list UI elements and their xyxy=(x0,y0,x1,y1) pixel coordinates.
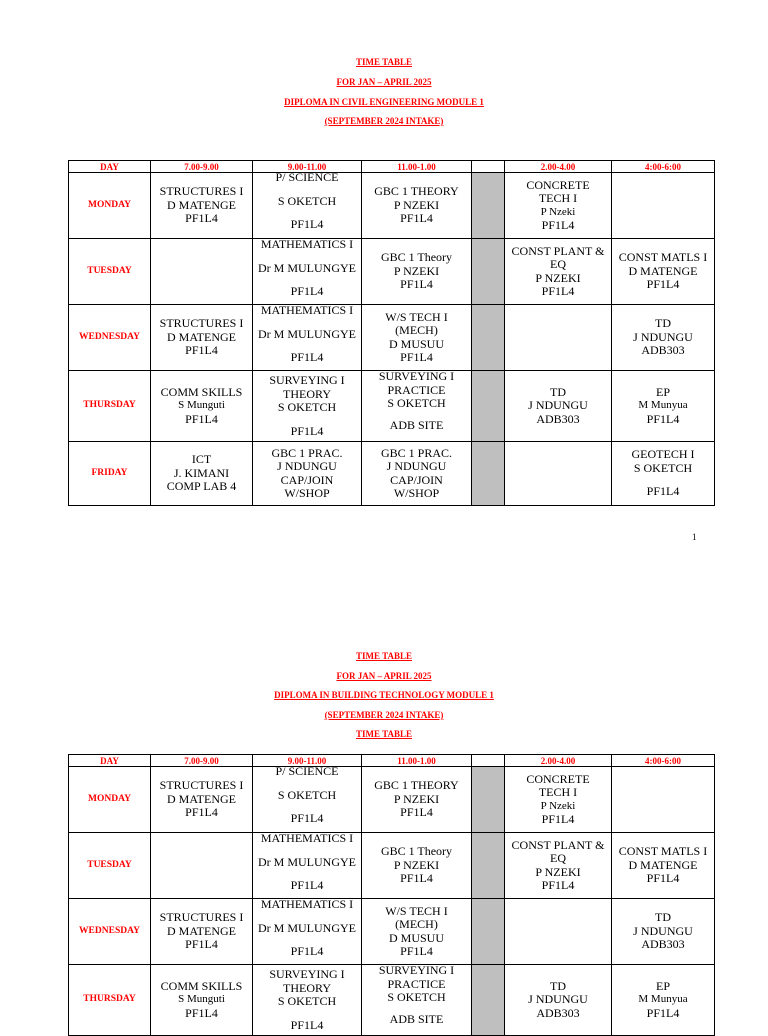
heading-course: DIPLOMA IN BUILDING TECHNOLOGY MODULE 1 xyxy=(274,690,494,700)
break-cell xyxy=(472,833,505,899)
lesson-cell: COMM SKILLS S Munguti PF1L4 xyxy=(151,965,253,1036)
lesson-cell: MATHEMATICS I Dr M MULUNGYE PF1L4 xyxy=(253,239,362,305)
day-cell: TUESDAY xyxy=(69,239,151,305)
lesson-cell: SURVEYING I PRACTICE S OKETCH ADB SITE xyxy=(362,965,472,1036)
col-header-day: DAY xyxy=(69,161,151,173)
heading-time-table: TIME TABLE xyxy=(356,57,412,67)
lesson-cell: GBC 1 THEORY P NZEKI PF1L4 xyxy=(362,173,472,239)
col-header-7-9: 7.00-9.00 xyxy=(151,755,253,767)
lesson-cell: EP M Munyua PF1L4 xyxy=(612,965,715,1036)
col-header-9-11: 9.00-11.00 xyxy=(253,755,362,767)
page-number: 1 xyxy=(692,532,697,542)
heading-intake: (SEPTEMBER 2024 INTAKE) xyxy=(324,116,444,126)
lesson-cell: P/ SCIENCE S OKETCH PF1L4 xyxy=(253,767,362,833)
lesson-cell: STRUCTURES I D MATENGE PF1L4 xyxy=(151,767,253,833)
table-row xyxy=(69,965,715,1036)
lesson-cell: ICT J. KIMANI COMP LAB 4 xyxy=(151,442,253,506)
lesson-cell: W/S TECH I (MECH) D MUSUU PF1L4 xyxy=(362,305,472,371)
lesson-cell: SURVEYING I THEORY S OKETCH PF1L4 xyxy=(253,965,362,1036)
col-header-11-1: 11.00-1.00 xyxy=(362,161,472,173)
lesson-cell: GEOTECH I S OKETCH PF1L4 xyxy=(612,442,715,506)
lesson-cell: P/ SCIENCE S OKETCH PF1L4 xyxy=(253,173,362,239)
lesson-cell: GBC 1 Theory P NZEKI PF1L4 xyxy=(362,833,472,899)
day-cell: THURSDAY xyxy=(69,965,151,1036)
heading-time-table-2: TIME TABLE xyxy=(356,729,412,739)
table-row xyxy=(69,833,715,899)
lesson-cell: SURVEYING I PRACTICE S OKETCH ADB SITE xyxy=(362,371,472,442)
col-header-11-1: 11.00-1.00 xyxy=(362,755,472,767)
heading-intake: (SEPTEMBER 2024 INTAKE) xyxy=(324,710,444,720)
lesson-cell: CONST PLANT & EQ P NZEKI PF1L4 xyxy=(505,833,612,899)
day-cell: MONDAY xyxy=(69,767,151,833)
timetable-grid xyxy=(68,754,715,1036)
table-row xyxy=(69,767,715,833)
lesson-cell: GBC 1 PRAC. J NDUNGU CAP/JOIN W/SHOP xyxy=(362,442,472,506)
lesson-cell: STRUCTURES I D MATENGE PF1L4 xyxy=(151,173,253,239)
heading-time-table: TIME TABLE xyxy=(356,651,412,661)
lesson-cell: CONCRETE TECH I P Nzeki PF1L4 xyxy=(505,173,612,239)
col-header-4-6: 4:00-6:00 xyxy=(612,161,715,173)
lesson-cell: TD J NDUNGU ADB303 xyxy=(505,965,612,1036)
lesson-cell: COMM SKILLS S Munguti PF1L4 xyxy=(151,371,253,442)
day-cell: TUESDAY xyxy=(69,833,151,899)
lesson-cell: SURVEYING I THEORY S OKETCH PF1L4 xyxy=(253,371,362,442)
lesson-cell: W/S TECH I (MECH) D MUSUU PF1L4 xyxy=(362,899,472,965)
lesson-cell xyxy=(505,899,612,965)
lesson-cell: GBC 1 PRAC. J NDUNGU CAP/JOIN W/SHOP xyxy=(253,442,362,506)
lesson-cell: TD J NDUNGU ADB303 xyxy=(505,371,612,442)
day-cell: FRIDAY xyxy=(69,442,151,506)
lesson-cell: GBC 1 THEORY P NZEKI PF1L4 xyxy=(362,767,472,833)
day-cell: THURSDAY xyxy=(69,371,151,442)
break-cell xyxy=(472,965,505,1036)
lesson-cell: CONST MATLS I D MATENGE PF1L4 xyxy=(612,833,715,899)
day-cell: WEDNESDAY xyxy=(69,305,151,371)
break-cell xyxy=(472,767,505,833)
lesson-cell: CONST PLANT & EQ P NZEKI PF1L4 xyxy=(505,239,612,305)
lesson-cell: STRUCTURES I D MATENGE PF1L4 xyxy=(151,899,253,965)
col-header-day: DAY xyxy=(69,755,151,767)
heading-term: FOR JAN – APRIL 2025 xyxy=(336,77,432,87)
table-row xyxy=(69,899,715,965)
lesson-cell: MATHEMATICS I Dr M MULUNGYE PF1L4 xyxy=(253,833,362,899)
lesson-cell: CONCRETE TECH I P Nzeki PF1L4 xyxy=(505,767,612,833)
col-header-2-4: 2.00-4.00 xyxy=(505,161,612,173)
day-cell: WEDNESDAY xyxy=(69,899,151,965)
lesson-cell: TD J NDUNGU ADB303 xyxy=(612,305,715,371)
lesson-cell xyxy=(612,767,715,833)
lesson-cell: CONST MATLS I D MATENGE PF1L4 xyxy=(612,239,715,305)
day-cell: MONDAY xyxy=(69,173,151,239)
col-header-2-4: 2.00-4.00 xyxy=(505,755,612,767)
lesson-cell: MATHEMATICS I Dr M MULUNGYE PF1L4 xyxy=(253,305,362,371)
col-header-break xyxy=(472,755,505,767)
col-header-7-9: 7.00-9.00 xyxy=(151,161,253,173)
lesson-cell: STRUCTURES I D MATENGE PF1L4 xyxy=(151,305,253,371)
lesson-cell: MATHEMATICS I Dr M MULUNGYE PF1L4 xyxy=(253,899,362,965)
heading-term: FOR JAN – APRIL 2025 xyxy=(336,671,432,681)
col-header-9-11: 9.00-11.00 xyxy=(253,161,362,173)
heading-course: DIPLOMA IN CIVIL ENGINEERING MODULE 1 xyxy=(284,97,484,107)
header-row xyxy=(69,755,715,767)
lesson-cell: GBC 1 Theory P NZEKI PF1L4 xyxy=(362,239,472,305)
lesson-cell: TD J NDUNGU ADB303 xyxy=(612,899,715,965)
lesson-cell xyxy=(151,833,253,899)
lesson-cell: EP M Munyua PF1L4 xyxy=(612,371,715,442)
col-header-4-6: 4:00-6:00 xyxy=(612,755,715,767)
break-cell xyxy=(472,899,505,965)
